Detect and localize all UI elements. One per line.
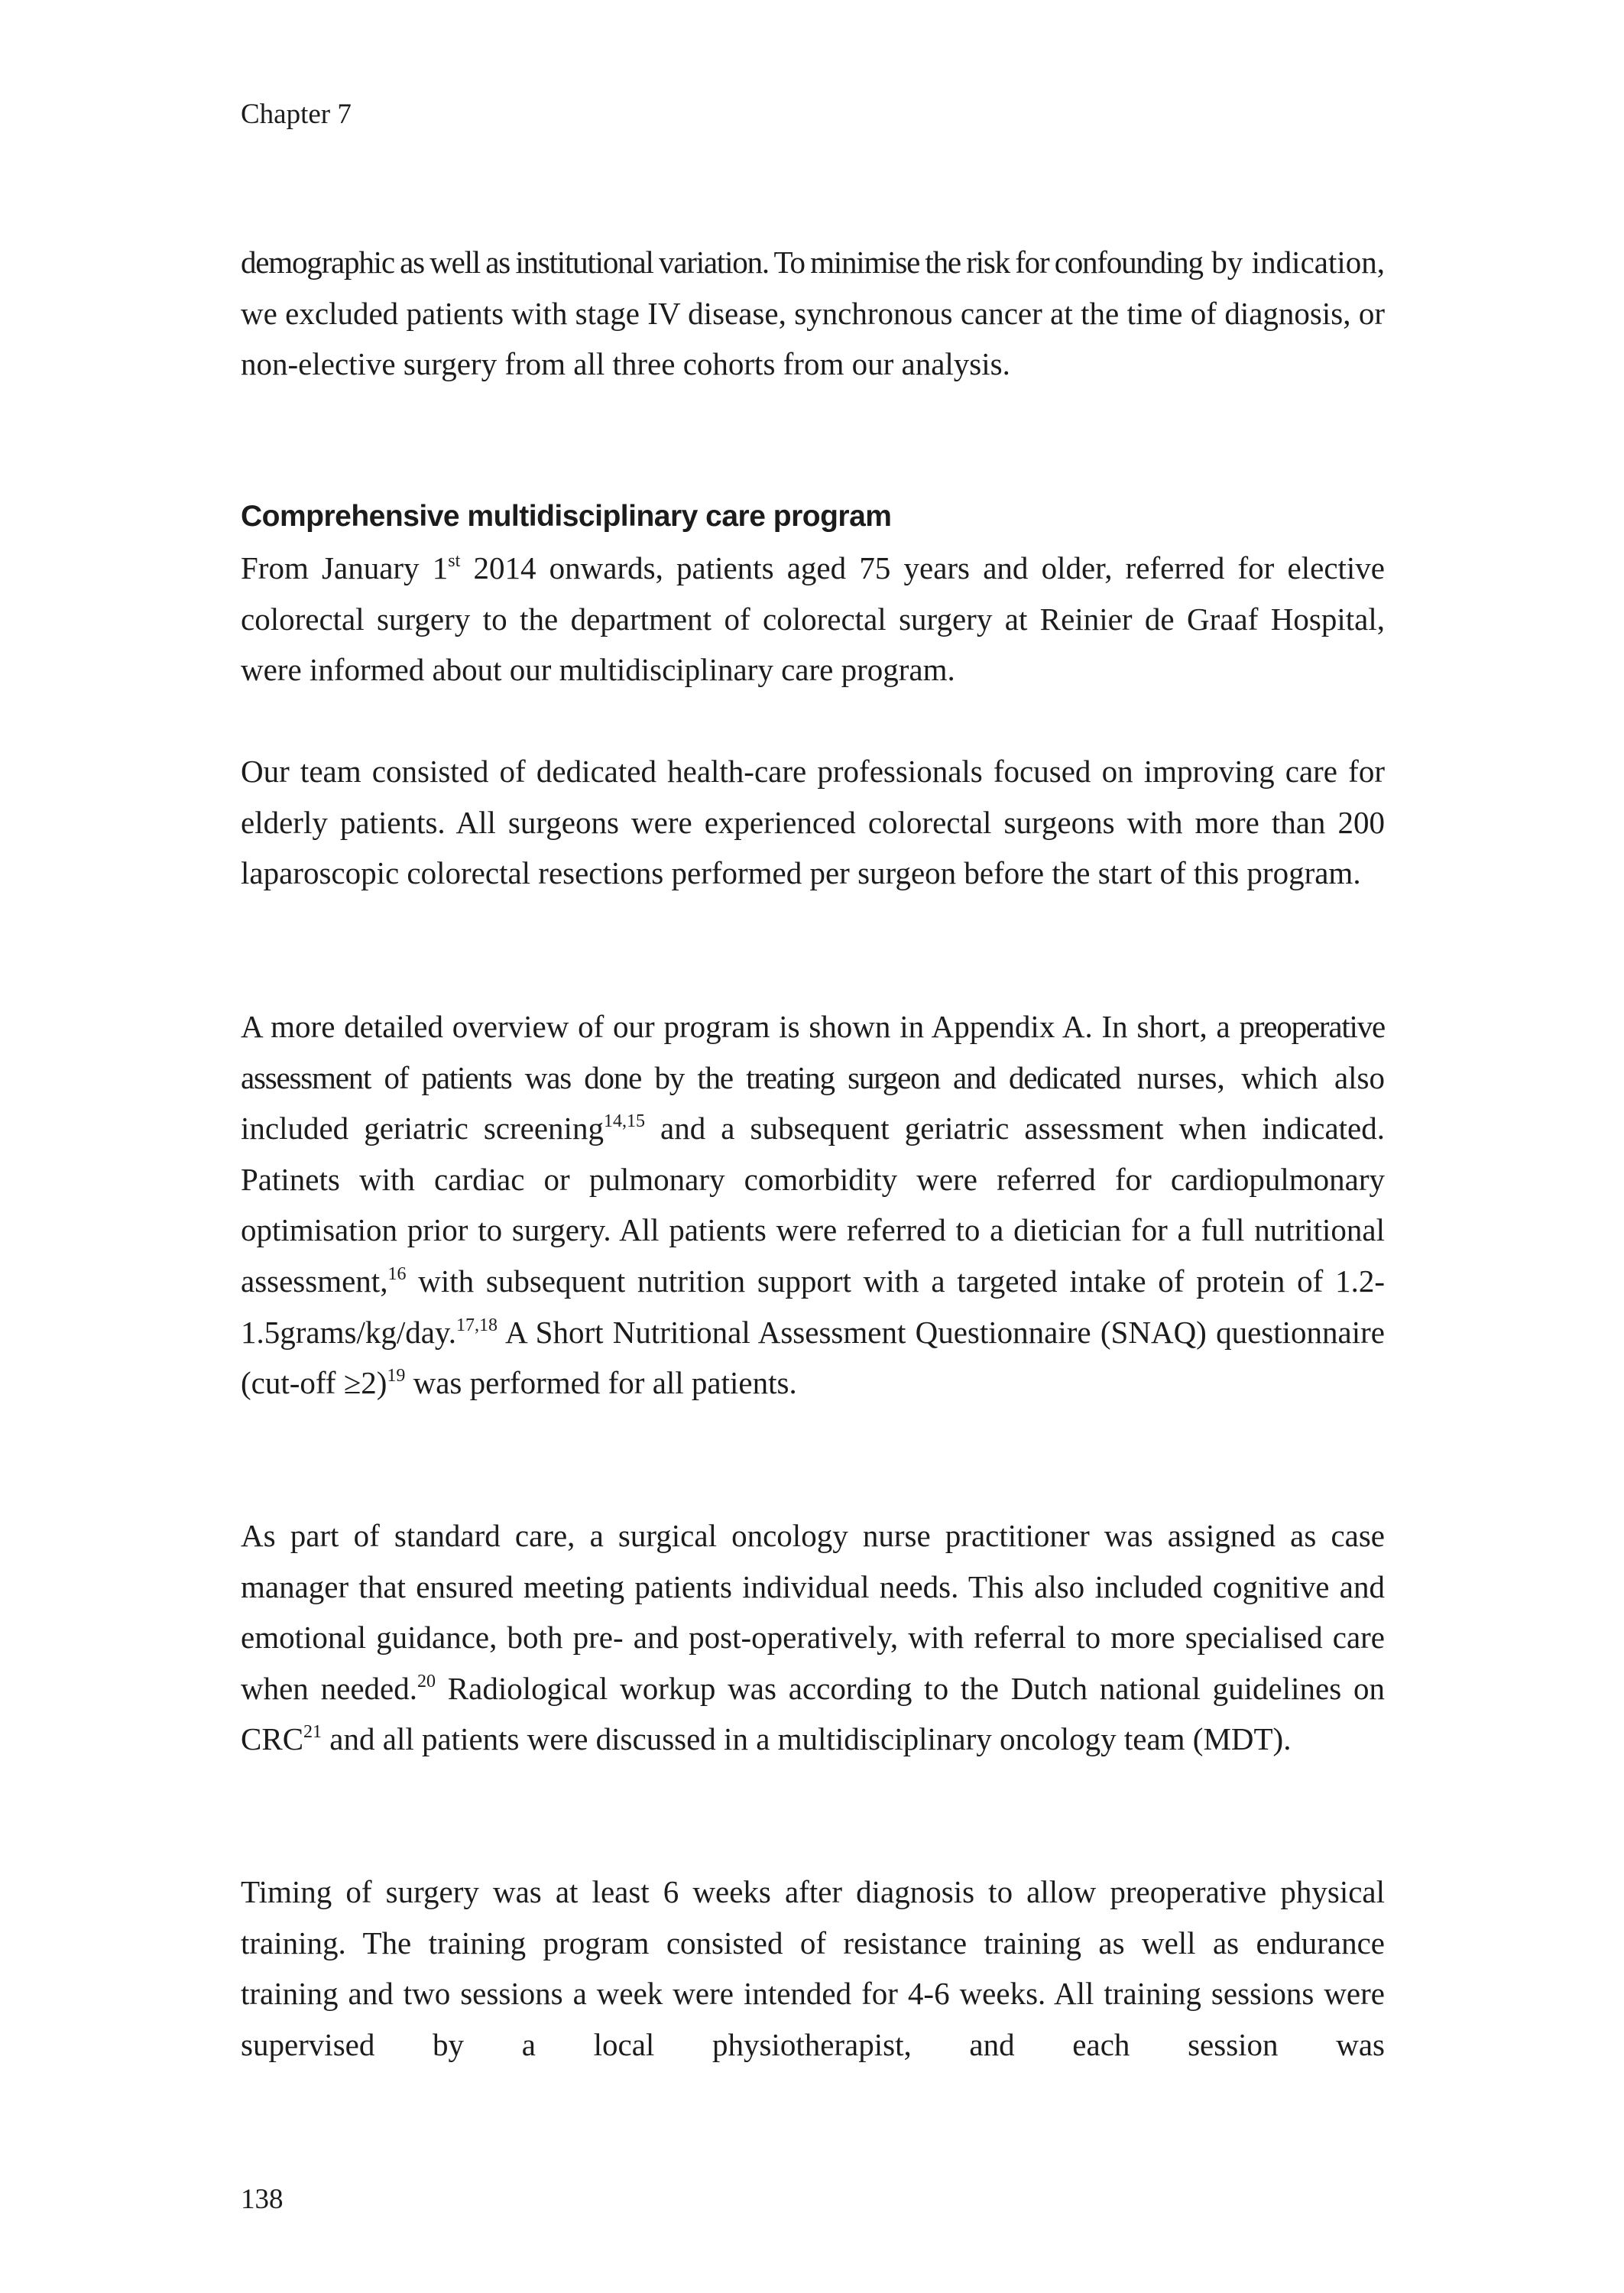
paragraph-text: From January 1 <box>241 550 449 585</box>
section-heading: Comprehensive multidisciplinary care program <box>241 500 892 533</box>
paragraph-text: Radiological workup was according to the Dutch national guidelines on CRC <box>241 1670 1386 1757</box>
paragraph-text: with subsequent nutrition support with a targeted intake of protein of 1.2-1.5grams/kg/day. <box>241 1263 1385 1350</box>
running-head: Chapter 7 <box>241 99 352 130</box>
paragraph-case-manager <box>241 1510 1385 1765</box>
paragraph-text: As part of standard care, a surgical oncology nurse practitioner was assigned as case manager that ensured meeting patients individual needs. This also included cognitive and emotional guidance, both pre- and post-operatively, with referral to more specialised care when needed. <box>241 1518 1385 1706</box>
paragraph-program-intro <box>241 543 1385 696</box>
paragraph-text: A more detailed overview of our program is shown in Appendix A. In short, a <box>241 1009 1230 1044</box>
paragraph-text: nurses, which also included geriatric screening <box>241 1059 1386 1146</box>
citation-superscript: 14,15 <box>603 1111 645 1132</box>
paragraph-text: Timing of surgery was at least 6 weeks after diagnosis to allow preoperative physical training. The training program consisted of resistance training as well as endurance training and two sessions a week were intended for 4-6 weeks. All training sessions were supervised by a local physiotherapist, and each session was <box>241 1874 1385 2062</box>
paragraph-text: and all patients were discussed in a multidisciplinary oncology team (MDT). <box>322 1721 1292 1757</box>
citation-superscript: 19 <box>387 1366 406 1387</box>
page-number: 138 <box>241 2184 284 2215</box>
citation-superscript: 17,18 <box>456 1315 498 1335</box>
paragraph-exclusion-criteria <box>241 237 1385 390</box>
citation-superscript: 21 <box>303 1722 323 1743</box>
paragraph-text: A Short Nutritional Assessment Questionnaire (SNAQ) questionnaire (cut-off ≥2) <box>241 1314 1385 1401</box>
paragraph-team <box>241 746 1385 899</box>
paragraph-timing <box>241 1867 1385 2070</box>
paragraph-program-overview <box>241 1001 1385 1409</box>
paragraph-text: demographic as well as institutional variation. To minimise the risk for confounding <box>241 245 1203 280</box>
citation-superscript: 16 <box>387 1263 407 1284</box>
superscript: st <box>448 551 461 571</box>
paragraph-text: and a subsequent geriatric assessment when indicated. Patinets with cardiac or pulmonary comorbidity were referred for cardiopulmonary optimisation prior to surgery. All patients were referred to a dietician for a full nutritional assessment, <box>241 1111 1385 1299</box>
paragraph-text: Our team consisted of dedicated health-care professionals focused on improving care for elderly patients. All surgeons were experienced colorectal surgeons with more than 200 laparoscopic colorectal resections performed per surgeon before the start of this program. <box>241 754 1385 891</box>
paragraph-text: was performed for all patients. <box>405 1365 797 1401</box>
paragraph-text: preoperative assessment of patients was done by the treating surgeon and dedicated <box>241 1009 1386 1095</box>
citation-superscript: 20 <box>417 1671 436 1691</box>
paragraph-text: by indication, we excluded patients with stage IV disease, synchronous cancer at the time of diagnosis, or non-elective surgery from all three cohorts from our analysis. <box>241 245 1385 382</box>
paragraph-text: 2014 onwards, patients aged 75 years and older, referred for elective colorectal surgery to the department of colorectal surgery at Reinier de Graaf Hospital, were informed about our multidisciplinary care program. <box>241 550 1385 688</box>
